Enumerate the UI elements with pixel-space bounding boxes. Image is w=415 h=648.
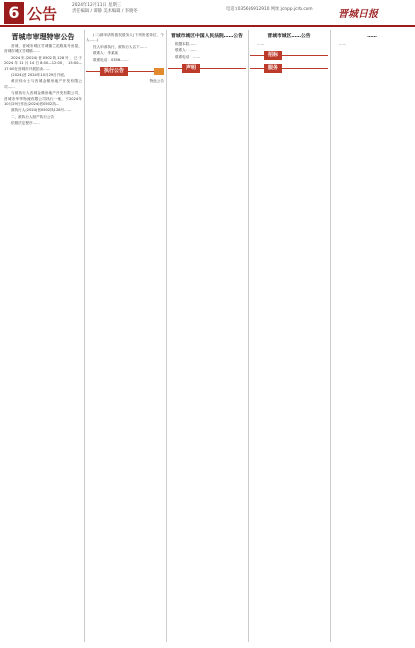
paragraph: 依照法定程序…… bbox=[11, 121, 40, 126]
column-title: 晋城市城区……公告 bbox=[267, 34, 311, 39]
date-line bbox=[72, 3, 182, 15]
paragraph: 与被执行人晋城金鼎房地产开发有限公司、晋城市华华物流有限公司执行一案，于2024年10月29日作出(2024)晋0502执… bbox=[4, 91, 82, 107]
signature: 特此公告 bbox=[149, 79, 164, 84]
date-line-1: 2024年12月11日 星期三 bbox=[72, 3, 122, 8]
column-5 bbox=[332, 30, 412, 640]
paragraph: 2024年(2024)晋0502执128号，已于2024年11月14日8:00—12:00，15:00—17:00在晋城市开展拍卖…… bbox=[4, 55, 82, 71]
section-banner bbox=[168, 64, 246, 73]
paragraph: 晋城、晋城市城区甘城镇兰花路某号房屋，晋城市城区甘城镇…… bbox=[4, 44, 82, 54]
section-banner-label: 招标 bbox=[264, 51, 282, 60]
paragraph: …… bbox=[339, 42, 347, 46]
paragraph: (2024)晋 2024年10月29日开庭。 bbox=[11, 73, 68, 78]
section-banner-label: 服务 bbox=[264, 64, 282, 73]
section-banner-label: 声明 bbox=[182, 64, 200, 73]
column-3 bbox=[168, 30, 246, 640]
paragraph: 联系电话：…… bbox=[175, 54, 201, 59]
column-title: 晋城市城区中国人民法院……公告 bbox=[171, 34, 243, 39]
page-header bbox=[0, 0, 415, 27]
paragraph: 二、被执行人财产执行公告 bbox=[11, 114, 55, 119]
paragraph: 联系电话：0356-…… bbox=[93, 57, 129, 62]
section-banner bbox=[250, 64, 328, 73]
paragraph: 黄庆伟女士与晋城金鼎房地产开发有限公司…… bbox=[4, 79, 82, 89]
date-line-2: 责任编辑 / 谭静 美术编辑 / 李晓冬 bbox=[72, 9, 138, 14]
banner-decoration bbox=[154, 68, 164, 75]
column-divider bbox=[84, 30, 85, 642]
section-banner bbox=[86, 67, 164, 76]
column-title: …… bbox=[367, 34, 377, 39]
column-divider bbox=[330, 30, 331, 642]
paper-name: 晋城日报 bbox=[338, 9, 378, 20]
paragraph: …… bbox=[257, 42, 265, 46]
column-divider bbox=[166, 30, 167, 642]
column-4 bbox=[250, 30, 328, 640]
column-1 bbox=[4, 30, 82, 640]
page-number: 6 bbox=[4, 2, 24, 24]
paragraph: 联系人：李某某 bbox=[93, 51, 119, 56]
paragraph: (二)被申请的债权债务人(下列所述单位、个人……) bbox=[86, 33, 164, 43]
section-title: 公告 bbox=[27, 5, 58, 23]
column-title: 晋城市审理特审公告 bbox=[11, 33, 75, 41]
hotline: 电话:(0356)6912910 网址:jcnpp.jcrb.com bbox=[226, 7, 313, 12]
column-divider bbox=[248, 30, 249, 642]
paragraph: 根据本院…… bbox=[175, 42, 197, 46]
paragraph: 联系人：…… bbox=[175, 48, 197, 53]
paragraph: 被执行人(2024)晋0502执128号…… bbox=[11, 108, 72, 113]
column-2 bbox=[86, 30, 164, 640]
paragraph: 经人申请执行，被执行人名下…… bbox=[93, 44, 147, 49]
section-banner bbox=[250, 51, 328, 60]
section-banner-label: 执行公告 bbox=[100, 67, 128, 76]
